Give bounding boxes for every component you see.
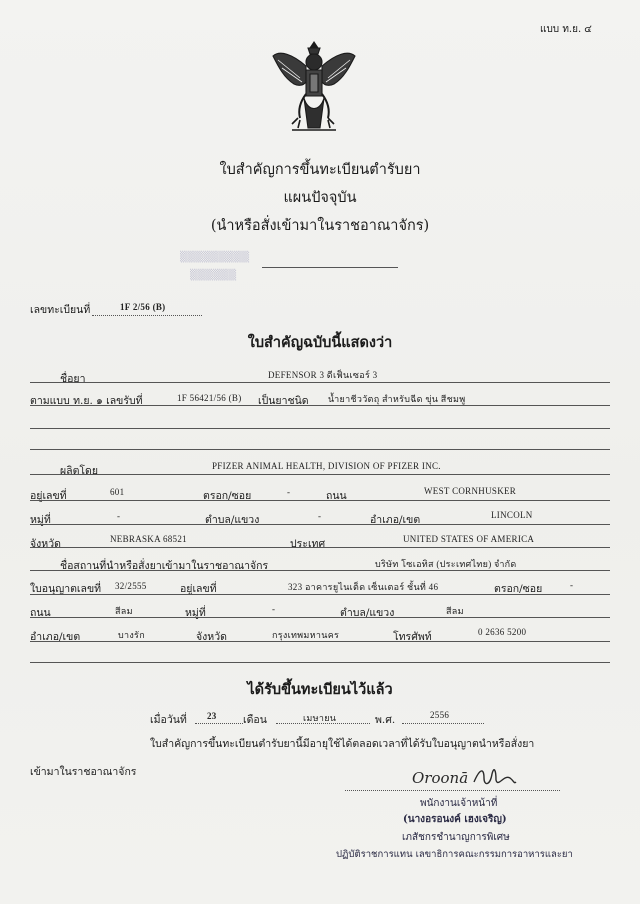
- bleed-through-mark: ▒▒▒▒▒▒▒▒▒: [180, 252, 250, 263]
- drug-name-value: DEFENSOR 3 ดีเฟ็นเซอร์ 3: [268, 370, 378, 380]
- bleed-through-mark: ▒▒▒▒▒▒: [190, 270, 237, 281]
- mfr-amphoe-label: อำเภอ/เขต: [370, 514, 421, 526]
- officer-title: พนักงานเจ้าหน้าที่: [420, 798, 498, 809]
- mfr-district-underline: [30, 524, 610, 525]
- drug-type-label: เป็นยาชนิด: [258, 395, 309, 407]
- imp-soi-value: -: [570, 580, 574, 590]
- mfr-soi-label: ตรอก/ซอย: [203, 490, 252, 502]
- registration-value: 1F 2/56 (B): [120, 302, 166, 312]
- blank-line: [30, 428, 610, 429]
- date-year-underline: [402, 723, 484, 724]
- document-subtitle-import: (นำหรือสั่งเข้ามาในราชอาณาจักร): [210, 218, 430, 234]
- imp-tambon-value: สีลม: [446, 606, 464, 616]
- importer-license-underline: [30, 594, 610, 595]
- imp-province-label: จังหวัด: [196, 631, 227, 643]
- validity-text-cont: เข้ามาในราชอาณาจักร: [30, 766, 137, 778]
- imp-province-value: กรุงเทพมหานคร: [272, 630, 340, 640]
- mfr-house-no-label: อยู่เลขที่: [30, 490, 67, 502]
- importer-place-value: บริษัท โซเอทิส (ประเทศไทย) จำกัด: [375, 559, 517, 569]
- mfr-country-label: ประเทศ: [290, 538, 326, 550]
- mfr-moo-value: -: [117, 511, 121, 521]
- registration-underline: [92, 315, 202, 316]
- imp-moo-value: -: [272, 604, 276, 614]
- signature-flourish-icon: [470, 764, 518, 790]
- officer-position: เภสัชกรชำนาญการพิเศษ: [402, 832, 510, 843]
- manufacturer-label: ผลิตโดย: [60, 465, 99, 477]
- officer-name: (นางอรอนงค์ เฮงเจริญ): [403, 814, 507, 825]
- imp-soi-label: ตรอก/ซอย: [494, 583, 543, 595]
- imp-phone-label: โทรศัพท์: [393, 631, 432, 643]
- officer-department: ปฏิบัติราชการแทน เลขาธิการคณะกรรมการอาหารและยา: [336, 849, 573, 860]
- importer-road-underline: [30, 617, 610, 618]
- drug-name-label: ชื่อยา: [60, 373, 86, 385]
- validity-text: ใบสำคัญการขึ้นทะเบียนตำรับยานี้มีอายุใช้ได้ตลอดเวลาที่ได้รับใบอนุญาตนำหรือสั่งยา: [150, 738, 535, 750]
- form-number: แบบ ท.ย. ๔: [540, 24, 592, 35]
- mfr-country-underline: [30, 547, 610, 548]
- drug-type-underline: [30, 405, 610, 406]
- mfr-tambon-value: -: [318, 511, 322, 521]
- imp-phone-value: 0 2636 5200: [478, 627, 527, 637]
- officer-signature: Oroonā: [412, 769, 469, 787]
- imp-road-value: สีลม: [115, 606, 133, 616]
- importer-phone-underline: [30, 641, 610, 642]
- imp-house-no-label: อยู่เลขที่: [180, 583, 217, 595]
- date-day: 23: [207, 711, 217, 721]
- drug-type-value: น้ำยาชีววัตถุ สำหรับฉีด ขุ่น สีชมพู: [328, 394, 466, 404]
- drug-name-underline: [30, 382, 610, 383]
- importer-place-label: ชื่อสถานที่นำหรือสั่งยาเข้ามาในราชอาณาจักร: [60, 560, 269, 572]
- garuda-emblem-icon: [270, 36, 358, 136]
- mfr-house-no-value: 601: [110, 487, 125, 497]
- date-on-label: เมื่อวันที่: [150, 714, 187, 726]
- date-year: 2556: [430, 710, 450, 720]
- mfr-road-label: ถนน: [326, 490, 347, 502]
- mfr-country-value: UNITED STATES OF AMERICA: [403, 534, 535, 544]
- registration-label: เลขทะเบียนที่: [30, 304, 91, 316]
- importer-place-underline: [30, 570, 610, 571]
- mfr-province-label: จังหวัด: [30, 538, 61, 550]
- imp-moo-label: หมู่ที่: [185, 607, 206, 619]
- document-subtitle: แผนปัจจุบัน: [283, 190, 357, 206]
- blank-line: [30, 662, 610, 663]
- mfr-soi-value: -: [287, 487, 291, 497]
- mfr-address-underline: [30, 500, 610, 501]
- date-month-underline: [276, 723, 370, 724]
- imp-road-label: ถนน: [30, 607, 51, 619]
- document-title: ใบสำคัญการขึ้นทะเบียนตำรับยา: [219, 162, 421, 178]
- date-month: เมษายน: [303, 713, 337, 723]
- manufacturer-underline: [30, 474, 610, 475]
- title-underline: [262, 267, 398, 268]
- manufacturer-value: PFIZER ANIMAL HEALTH, DIVISION OF PFIZER INC.: [212, 461, 441, 471]
- signature-line: [345, 790, 560, 791]
- mfr-tambon-label: ตำบล/แขวง: [205, 514, 260, 526]
- imp-house-no-value: 323 อาคารยูไนเต็ด เซ็นเตอร์ ชั้นที่ 46: [288, 582, 439, 592]
- license-value: 32/2555: [115, 581, 147, 591]
- imp-amphoe-value: บางรัก: [118, 630, 145, 640]
- form-number-value: 1F 56421/56 (B): [177, 393, 242, 403]
- mfr-province-value: NEBRASKA 68521: [110, 534, 187, 544]
- date-month-label: เดือน: [243, 714, 267, 726]
- blank-line: [30, 449, 610, 450]
- license-label: ใบอนุญาตเลขที่: [30, 583, 102, 595]
- mfr-moo-label: หมู่ที่: [30, 514, 51, 526]
- certifies-heading: ใบสำคัญฉบับนี้แสดงว่า: [247, 334, 393, 351]
- form-number-label: ตามแบบ ท.ย. ๑ เลขรับที่: [30, 395, 143, 407]
- imp-amphoe-label: อำเภอ/เขต: [30, 631, 81, 643]
- mfr-amphoe-value: LINCOLN: [491, 510, 533, 520]
- imp-tambon-label: ตำบล/แขวง: [340, 607, 395, 619]
- registered-heading: ได้รับขึ้นทะเบียนไว้แล้ว: [247, 681, 393, 698]
- date-year-label: พ.ศ.: [375, 714, 396, 726]
- mfr-road-value: WEST CORNHUSKER: [424, 486, 517, 496]
- date-day-underline: [195, 723, 243, 724]
